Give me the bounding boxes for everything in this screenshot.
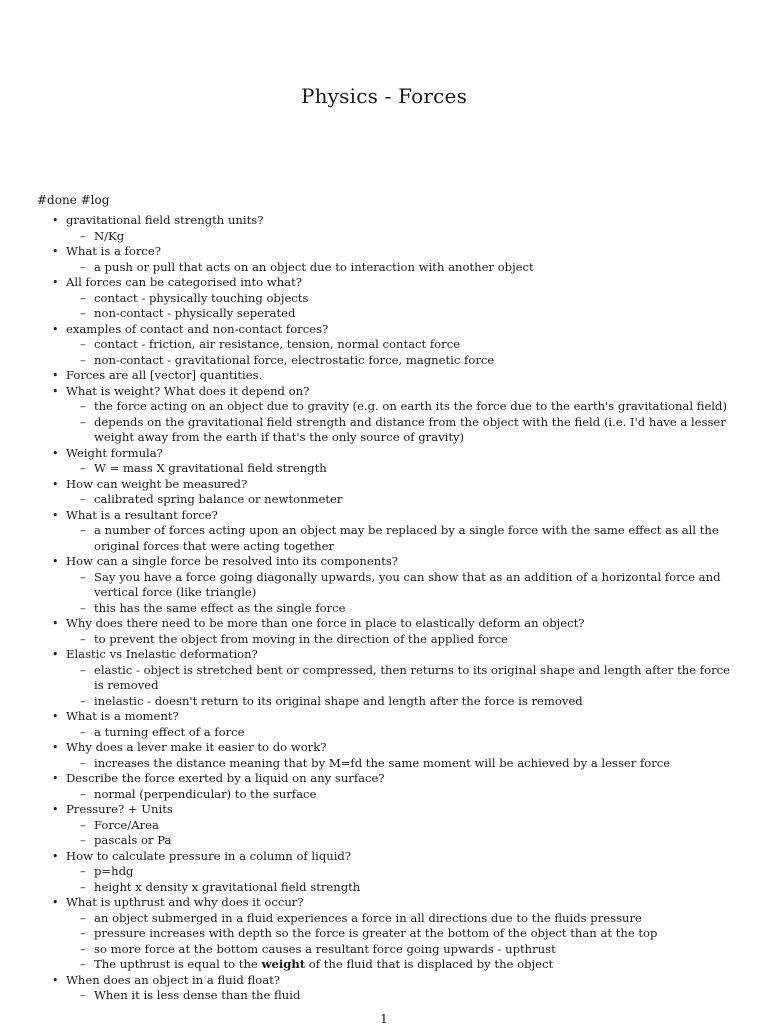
- question-item: [50, 477, 740, 508]
- question-item: [50, 647, 740, 709]
- answer-item: – pressure increases with depth so the force is greater at the bottom of the object than at the top: [66, 926, 740, 942]
- answer-item: – contact - friction, air resistance, tension, normal contact force: [66, 337, 740, 353]
- answer-item: – to prevent the object from moving in the direction of the applied force: [66, 632, 740, 648]
- answer-item: – this has the same effect as the single force: [66, 601, 740, 617]
- tags-line: #done #log: [37, 193, 110, 207]
- question-item: [50, 740, 740, 771]
- question-text: How can a single force be resolved into its components?: [66, 554, 399, 568]
- answer-item: – When it is less dense than the fluid: [66, 988, 740, 1004]
- question-item: [50, 213, 740, 244]
- page-title: Physics - Forces: [300, 84, 468, 108]
- answer-item: – non-contact - physically seperated: [66, 306, 740, 322]
- question-text: When does an object in a fluid float?: [66, 972, 281, 987]
- answer-item: – a turning effect of a force: [66, 725, 740, 741]
- answer-text-post: of the fluid that is displaced by the object: [305, 957, 554, 971]
- question-text: Describe the force exerted by a liquid on any surface?: [66, 771, 385, 785]
- question-text: gravitational field strength units?: [66, 213, 264, 227]
- answer-item: – a number of forces acting upon an object may be replaced by a single force with the same effect as all the original forces that were acting together: [66, 523, 740, 554]
- question-text: Why does there need to be more than one force in place to elastically deform an object?: [66, 616, 585, 630]
- answer-item: – the force acting on an object due to gravity (e.g. on earth its the force due to the earth's gravitational field): [66, 399, 740, 415]
- question-text: examples of contact and non-contact forces?: [66, 321, 329, 336]
- answer-item: – calibrated spring balance or newtonmeter: [66, 492, 740, 508]
- answer-item: – pascals or Pa: [66, 833, 740, 849]
- question-item: [50, 244, 740, 275]
- question-item: [50, 368, 740, 384]
- question-item: [50, 384, 740, 446]
- question-text: What is a resultant force?: [66, 507, 218, 522]
- answer-item: – contact - physically touching objects: [66, 291, 740, 307]
- question-item: [50, 802, 740, 849]
- question-text: How can weight be measured?: [66, 476, 248, 491]
- answer-text-pre: The upthrust is equal to the: [94, 957, 262, 971]
- question-item: [50, 973, 740, 1004]
- question-item: [50, 322, 740, 369]
- question-item: [50, 849, 740, 896]
- answer-item: – increases the distance meaning that by M=fd the same moment will be achieved by a lesser force: [66, 756, 740, 772]
- answer-item: – non-contact - gravitational force, electrostatic force, magnetic force: [66, 353, 740, 369]
- question-text: Pressure? + Units: [66, 802, 173, 816]
- question-text: How to calculate pressure in a column of liquid?: [66, 848, 352, 863]
- question-text: Why does a lever make it easier to do work?: [66, 740, 327, 754]
- question-text: All forces can be categorised into what?: [66, 275, 302, 289]
- answer-item: – a push or pull that acts on an object due to interaction with another object: [66, 260, 740, 276]
- question-item: [50, 616, 740, 647]
- answer-item: – depends on the gravitational field strength and distance from the object with the field (i.e. I'd have a lesser weight away from the earth if that's the only source of gravity): [66, 415, 740, 446]
- question-item: [50, 771, 740, 802]
- answer-item: – N/Kg: [66, 229, 740, 245]
- question-text: Weight formula?: [66, 445, 163, 460]
- question-text: What is a force?: [66, 244, 161, 258]
- answer-item: – p=hdg: [66, 864, 740, 880]
- question-item: [50, 508, 740, 555]
- question-item: [50, 275, 740, 322]
- answer-item: – Force/Area: [66, 818, 740, 834]
- question-text: Elastic vs Inelastic deformation?: [66, 647, 258, 661]
- answer-item: – Say you have a force going diagonally upwards, you can show that as an addition of a horizontal force and vertical force (like triangle): [66, 570, 740, 601]
- question-item: [50, 895, 740, 973]
- answer-item: – so more force at the bottom causes a resultant force going upwards - upthrust: [66, 942, 740, 958]
- answer-item: – normal (perpendicular) to the surface: [66, 787, 740, 803]
- question-text: What is weight? What does it depend on?: [66, 383, 310, 398]
- answer-item: – inelastic - doesn't return to its original shape and length after the force is removed: [66, 694, 740, 710]
- question-item: [50, 709, 740, 740]
- question-text: Forces are all [vector] quantities.: [66, 368, 263, 382]
- answer-item: – W = mass X gravitational field strength: [66, 461, 740, 477]
- question-item: [50, 446, 740, 477]
- question-item: [50, 554, 740, 616]
- answer-item: – elastic - object is stretched bent or compressed, then returns to its original shape and length after the force is removed: [66, 663, 740, 694]
- answer-bold-weight: weight: [261, 957, 306, 971]
- answer-item: – an object submerged in a fluid experiences a force in all directions due to the fluids pressure: [66, 911, 740, 927]
- answer-item: [66, 957, 740, 973]
- answer-item: – height x density x gravitational field strength: [66, 880, 740, 896]
- question-text: What is a moment?: [66, 709, 179, 723]
- question-list: [50, 213, 740, 1004]
- page-number: 1: [380, 1012, 388, 1026]
- question-text: What is upthrust and why does it occur?: [66, 895, 304, 909]
